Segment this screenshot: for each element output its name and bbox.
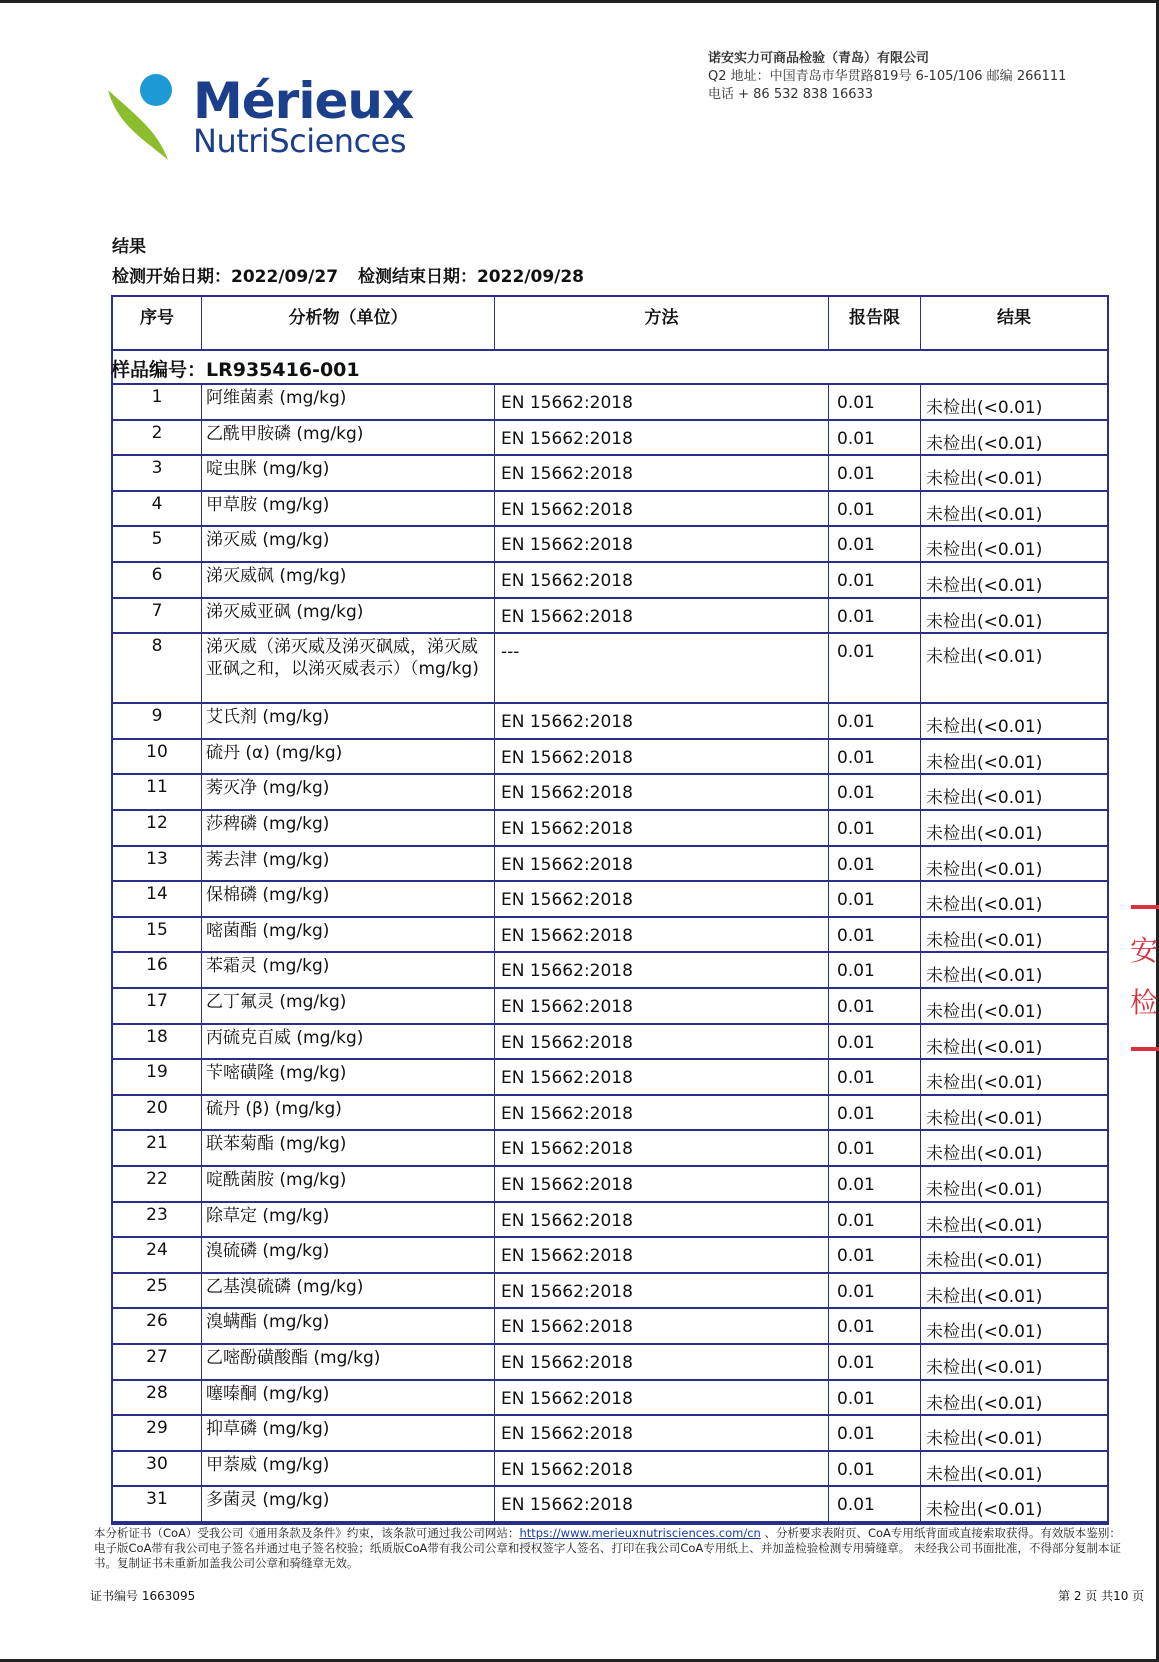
row-report-limit: 0.01 (829, 704, 921, 738)
row-analyte: 苯霜灵 (mg/kg) (202, 953, 495, 987)
row-analyte: 啶虫脒 (mg/kg) (202, 456, 495, 490)
row-result: 未检出(<0.01) (926, 1286, 1043, 1307)
row-number: 10 (113, 740, 202, 774)
footer-note-suffix: 、分析要求表附页、CoA专用纸背面或直接索取获得。有效版本鉴别：电子版CoA带有我公司电子签名并通过电子签名校验；纸质版CoA带有我公司公章和授权签字人签名、打印在我公司CoA专用纸上、并加盖检验检测专用骑缝章。 未经我公司书面批准，不得部分复制本证书。复制证书未重新加盖我公司公章和骑缝章无效。 (94, 1526, 1121, 1570)
row-method: EN 15662:2018 (495, 989, 829, 1023)
row-number: 31 (113, 1487, 202, 1521)
row-result: 未检出(<0.01) (926, 788, 1043, 809)
row-result: 未检出(<0.01) (926, 1215, 1043, 1236)
table-row (113, 1345, 1107, 1381)
row-report-limit: 0.01 (829, 1309, 921, 1343)
table-row (113, 953, 1107, 989)
row-method: EN 15662:2018 (495, 1345, 829, 1379)
row-report-limit: 0.01 (829, 527, 921, 561)
row-report-limit: 0.01 (829, 775, 921, 809)
row-result: 未检出(<0.01) (926, 469, 1043, 490)
row-analyte: 甲萘威 (mg/kg) (202, 1452, 495, 1486)
row-result: 未检出(<0.01) (926, 1180, 1043, 1200)
row-method: EN 15662:2018 (495, 1025, 829, 1059)
row-result: 未检出(<0.01) (926, 1429, 1043, 1450)
seal-stamp (1128, 905, 1159, 1055)
row-analyte: 涕灭威砜 (mg/kg) (202, 563, 495, 597)
row-result: 未检出(<0.01) (926, 1393, 1043, 1414)
row-result: 未检出(<0.01) (926, 1358, 1043, 1378)
table-row (113, 1167, 1107, 1203)
row-method: EN 15662:2018 (495, 847, 829, 881)
row-method: EN 15662:2018 (495, 1060, 829, 1094)
row-report-limit: 0.01 (829, 1452, 921, 1486)
row-analyte: 丙硫克百威 (mg/kg) (202, 1025, 495, 1059)
row-number: 4 (113, 492, 202, 526)
row-report-limit: 0.01 (829, 1203, 921, 1237)
table-row (113, 1381, 1107, 1417)
row-report-limit: 0.01 (829, 953, 921, 987)
row-analyte: 莠去津 (mg/kg) (202, 847, 495, 881)
row-number: 20 (113, 1096, 202, 1130)
results-table (111, 295, 1109, 1525)
row-method: EN 15662:2018 (495, 740, 829, 774)
table-row (113, 1060, 1107, 1096)
row-analyte: 抑草磷 (mg/kg) (202, 1416, 495, 1450)
header-report-limit: 报告限 (829, 297, 921, 349)
row-report-limit: 0.01 (829, 492, 921, 526)
row-method: EN 15662:2018 (495, 1131, 829, 1165)
stamp-char-2: 检 (1130, 986, 1159, 1019)
footer-note-prefix: 本分析证书（CoA）受我公司《通用条款及条件》约束，该条款可通过我公司网站： (94, 1526, 520, 1540)
table-row (113, 456, 1107, 492)
row-result: 未检出(<0.01) (926, 966, 1043, 987)
header-analyte: 分析物（单位） (202, 297, 495, 349)
row-method: EN 15662:2018 (495, 563, 829, 597)
row-result: 未检出(<0.01) (926, 1322, 1043, 1343)
table-row (113, 1025, 1107, 1061)
row-report-limit: 0.01 (829, 1025, 921, 1059)
table-row (113, 1096, 1107, 1132)
table-row (113, 847, 1107, 883)
row-method: EN 15662:2018 (495, 527, 829, 561)
row-analyte: 啶酰菌胺 (mg/kg) (202, 1167, 495, 1201)
table-row (113, 882, 1107, 918)
logo-word-merieux: Mérieux (193, 72, 414, 130)
row-analyte: 涕灭威（涕灭威及涕灭砜威，涕灭威亚砜之和，以涕灭威表示）（mg/kg) (202, 634, 495, 702)
row-number: 2 (113, 421, 202, 455)
row-method: EN 15662:2018 (495, 704, 829, 738)
row-result: 未检出(<0.01) (926, 1002, 1043, 1022)
header-result: 结果 (997, 308, 1031, 328)
row-number: 21 (113, 1131, 202, 1165)
row-analyte: 联苯菊酯 (mg/kg) (202, 1131, 495, 1165)
row-result: 未检出(<0.01) (926, 895, 1043, 916)
footer-disclaimer (94, 1526, 1124, 1571)
row-report-limit: 0.01 (829, 1238, 921, 1272)
row-result: 未检出(<0.01) (926, 1108, 1043, 1129)
row-method: --- (495, 634, 829, 702)
company-name: 诺安实力可商品检验（青岛）有限公司 (708, 51, 930, 66)
row-analyte: 硫丹 (α) (mg/kg) (202, 740, 495, 774)
row-method: EN 15662:2018 (495, 385, 829, 419)
stamp-char-1: 安 (1130, 934, 1159, 967)
row-analyte: 莠灭净 (mg/kg) (202, 775, 495, 809)
row-report-limit: 0.01 (829, 1416, 921, 1450)
table-row (113, 563, 1107, 599)
row-result: 未检出(<0.01) (926, 647, 1043, 668)
table-row (113, 527, 1107, 563)
table-row (113, 1238, 1107, 1274)
row-result: 未检出(<0.01) (926, 1037, 1043, 1058)
logo-word-nutrisciences: NutriSciences (193, 122, 407, 160)
row-report-limit: 0.01 (829, 1345, 921, 1379)
row-number: 19 (113, 1060, 202, 1094)
row-number: 7 (113, 599, 202, 633)
row-result: 未检出(<0.01) (926, 540, 1043, 561)
table-row (113, 385, 1107, 421)
row-report-limit: 0.01 (829, 421, 921, 455)
row-analyte: 涕灭威 (mg/kg) (202, 527, 495, 561)
row-number: 16 (113, 953, 202, 987)
row-analyte: 溴硫磷 (mg/kg) (202, 1238, 495, 1272)
row-report-limit: 0.01 (829, 385, 921, 419)
table-row (113, 811, 1107, 847)
row-report-limit: 0.01 (829, 989, 921, 1023)
row-report-limit: 0.01 (829, 1060, 921, 1094)
table-row (113, 1131, 1107, 1167)
table-row (113, 775, 1107, 811)
row-result: 未检出(<0.01) (926, 859, 1043, 880)
row-analyte: 噻嗪酮 (mg/kg) (202, 1381, 495, 1415)
table-row (113, 1452, 1107, 1488)
company-address: Q2 地址：中国青岛市华贯路819号 6-105/106 邮编 266111 (708, 69, 1067, 84)
row-analyte: 涕灭威亚砜 (mg/kg) (202, 599, 495, 633)
row-method: EN 15662:2018 (495, 456, 829, 490)
row-analyte: 硫丹 (β) (mg/kg) (202, 1096, 495, 1130)
row-method: EN 15662:2018 (495, 1096, 829, 1130)
row-report-limit: 0.01 (829, 1096, 921, 1130)
row-result: 未检出(<0.01) (926, 1144, 1043, 1165)
row-report-limit: 0.01 (829, 563, 921, 597)
table-row (113, 1274, 1107, 1310)
row-number: 6 (113, 563, 202, 597)
row-method: EN 15662:2018 (495, 599, 829, 633)
row-method: EN 15662:2018 (495, 1452, 829, 1486)
row-method: EN 15662:2018 (495, 953, 829, 987)
table-row (113, 704, 1107, 740)
sample-number: 样品编号：LR935416-001 (111, 359, 360, 381)
test-dates (112, 262, 598, 287)
table-row (113, 492, 1107, 528)
row-result: 未检出(<0.01) (926, 930, 1043, 951)
row-result: 未检出(<0.01) (926, 611, 1043, 632)
row-analyte: 乙酰甲胺磷 (mg/kg) (202, 421, 495, 455)
row-number: 11 (113, 775, 202, 809)
row-method: EN 15662:2018 (495, 1381, 829, 1415)
table-row (113, 599, 1107, 635)
row-method: EN 15662:2018 (495, 492, 829, 526)
row-number: 12 (113, 811, 202, 845)
table-row (113, 634, 1107, 704)
table-row (113, 1487, 1107, 1523)
company-info (708, 50, 1066, 104)
row-number: 25 (113, 1274, 202, 1308)
row-number: 29 (113, 1416, 202, 1450)
row-number: 23 (113, 1203, 202, 1237)
table-row (113, 1203, 1107, 1239)
row-number: 22 (113, 1167, 202, 1201)
row-result: 未检出(<0.01) (926, 433, 1043, 454)
row-analyte: 艾氏剂 (mg/kg) (202, 704, 495, 738)
row-result: 未检出(<0.01) (926, 1464, 1043, 1485)
row-analyte: 乙基溴硫磷 (mg/kg) (202, 1274, 495, 1308)
row-number: 1 (113, 385, 202, 419)
row-analyte: 嘧菌酯 (mg/kg) (202, 918, 495, 952)
website-link[interactable]: https://www.merieuxnutrisciences.com/cn (519, 1526, 761, 1540)
row-analyte: 乙丁氟灵 (mg/kg) (202, 989, 495, 1023)
row-method: EN 15662:2018 (495, 811, 829, 845)
company-logo (108, 72, 414, 172)
row-result: 未检出(<0.01) (926, 752, 1043, 773)
row-analyte: 多菌灵 (mg/kg) (202, 1487, 495, 1521)
stamp-bar-top (1131, 905, 1159, 909)
row-number: 14 (113, 882, 202, 916)
row-result: 未检出(<0.01) (926, 1073, 1043, 1094)
row-method: EN 15662:2018 (495, 882, 829, 916)
row-method: EN 15662:2018 (495, 1309, 829, 1343)
row-result: 未检出(<0.01) (926, 717, 1043, 738)
row-analyte: 阿维菌素 (mg/kg) (202, 385, 495, 419)
table-row (113, 1309, 1107, 1345)
row-report-limit: 0.01 (829, 1131, 921, 1165)
page-border-top (0, 0, 1159, 3)
row-report-limit: 0.01 (829, 599, 921, 633)
row-number: 26 (113, 1309, 202, 1343)
row-report-limit: 0.01 (829, 918, 921, 952)
row-method: EN 15662:2018 (495, 1167, 829, 1201)
section-title: 结果 (112, 237, 146, 257)
row-report-limit: 0.01 (829, 1487, 921, 1521)
row-report-limit: 0.01 (829, 882, 921, 916)
row-result: 未检出(<0.01) (926, 1500, 1043, 1521)
row-report-limit: 0.01 (829, 1274, 921, 1308)
row-number: 24 (113, 1238, 202, 1272)
page-number: 第 2 页 共10 页 (1058, 1589, 1145, 1603)
company-phone: 电话 + 86 532 838 16633 (708, 87, 874, 102)
row-method: EN 15662:2018 (495, 1487, 829, 1521)
row-analyte: 莎稗磷 (mg/kg) (202, 811, 495, 845)
table-row (113, 421, 1107, 457)
row-report-limit: 0.01 (829, 847, 921, 881)
row-number: 5 (113, 527, 202, 561)
table-row (113, 918, 1107, 954)
certificate-number: 证书编号 1663095 (90, 1589, 196, 1603)
row-report-limit: 0.01 (829, 1167, 921, 1201)
test-start-date: 检测开始日期：2022/09/27 (112, 267, 339, 287)
row-result: 未检出(<0.01) (926, 1251, 1043, 1272)
table-row (113, 1416, 1107, 1452)
row-number: 15 (113, 918, 202, 952)
row-analyte: 乙嘧酚磺酸酯 (mg/kg) (202, 1345, 495, 1379)
table-row (113, 989, 1107, 1025)
row-analyte: 溴螨酯 (mg/kg) (202, 1309, 495, 1343)
row-report-limit: 0.01 (829, 456, 921, 490)
row-number: 27 (113, 1345, 202, 1379)
row-method: EN 15662:2018 (495, 1203, 829, 1237)
row-number: 3 (113, 456, 202, 490)
logo-mark-icon (108, 72, 188, 172)
row-method: EN 15662:2018 (495, 775, 829, 809)
row-analyte: 保棉磷 (mg/kg) (202, 882, 495, 916)
header-method: 方法 (495, 297, 829, 349)
row-number: 30 (113, 1452, 202, 1486)
row-result: 未检出(<0.01) (926, 504, 1043, 525)
row-method: EN 15662:2018 (495, 421, 829, 455)
row-number: 28 (113, 1381, 202, 1415)
row-result: 未检出(<0.01) (926, 576, 1043, 596)
row-report-limit: 0.01 (829, 811, 921, 845)
row-report-limit: 0.01 (829, 634, 921, 702)
row-number: 18 (113, 1025, 202, 1059)
header-no: 序号 (113, 297, 202, 349)
table-row (113, 740, 1107, 776)
row-number: 9 (113, 704, 202, 738)
row-method: EN 15662:2018 (495, 1238, 829, 1272)
row-analyte: 甲草胺 (mg/kg) (202, 492, 495, 526)
table-header (113, 297, 1107, 351)
stamp-bar-bottom (1131, 1047, 1159, 1051)
row-number: 17 (113, 989, 202, 1023)
row-number: 13 (113, 847, 202, 881)
row-result: 未检出(<0.01) (926, 824, 1043, 844)
test-end-date: 检测结束日期：2022/09/28 (357, 267, 585, 287)
row-method: EN 15662:2018 (495, 1274, 829, 1308)
row-method: EN 15662:2018 (495, 1416, 829, 1450)
row-analyte: 苄嘧磺隆 (mg/kg) (202, 1060, 495, 1094)
row-report-limit: 0.01 (829, 740, 921, 774)
row-report-limit: 0.01 (829, 1381, 921, 1415)
row-result: 未检出(<0.01) (926, 398, 1043, 418)
row-method: EN 15662:2018 (495, 918, 829, 952)
row-analyte: 除草定 (mg/kg) (202, 1203, 495, 1237)
row-number: 8 (113, 634, 202, 702)
